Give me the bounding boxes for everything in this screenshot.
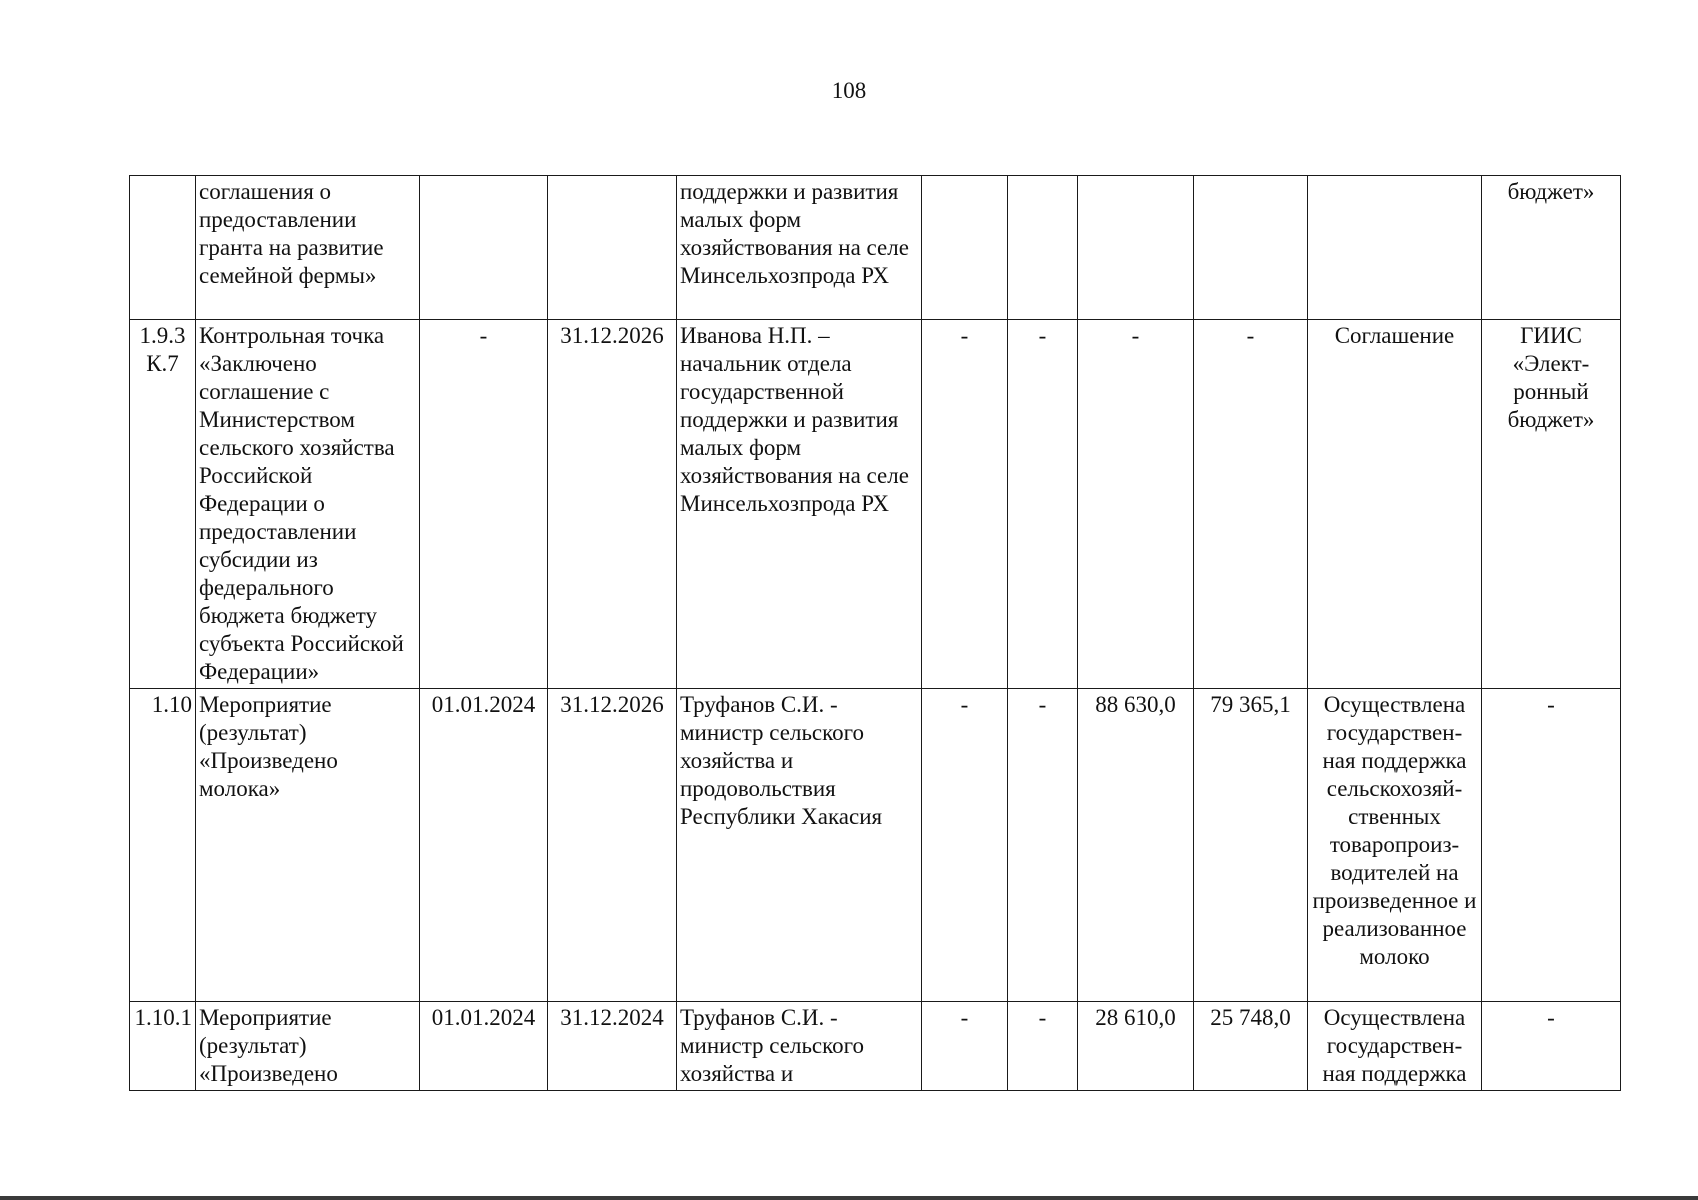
cell-name: соглашения о предоставлении гранта на развитие семейной фермы» bbox=[196, 176, 420, 320]
cell-id bbox=[130, 176, 196, 320]
cell-col6 bbox=[922, 176, 1008, 320]
cell-col6: - bbox=[922, 320, 1008, 689]
cell-responsible: Труфанов С.И. - министр сельского хозяйства и продовольствия Республики Хакасия bbox=[677, 689, 922, 1002]
cell-col7: - bbox=[1008, 320, 1078, 689]
cell-amount-2: 79 365,1 bbox=[1194, 689, 1308, 1002]
page-number: 108 bbox=[831, 78, 867, 103]
cell-name: Мероприятие (результат) «Произведено молока» bbox=[196, 689, 420, 1002]
plan-table bbox=[129, 175, 1621, 1091]
table-row bbox=[130, 689, 1621, 1002]
cell-col7: - bbox=[1008, 689, 1078, 1002]
cell-amount-2 bbox=[1194, 176, 1308, 320]
cell-col6: - bbox=[922, 1002, 1008, 1091]
cell-end-date: 31.12.2024 bbox=[548, 1002, 677, 1091]
table-row bbox=[130, 1002, 1621, 1091]
cell-amount-1: 88 630,0 bbox=[1078, 689, 1194, 1002]
cell-system: - bbox=[1482, 1002, 1621, 1091]
cell-responsible: Труфанов С.И. - министр сельского хозяйства и bbox=[677, 1002, 922, 1091]
cell-amount-1: 28 610,0 bbox=[1078, 1002, 1194, 1091]
table-row bbox=[130, 320, 1621, 689]
cell-amount-2: 25 748,0 bbox=[1194, 1002, 1308, 1091]
cell-start-date: 01.01.2024 bbox=[420, 1002, 548, 1091]
cell-col7: - bbox=[1008, 1002, 1078, 1091]
cell-start-date: 01.01.2024 bbox=[420, 689, 548, 1002]
cell-system: - bbox=[1482, 689, 1621, 1002]
cell-id: 1.9.3 К.7 bbox=[130, 320, 196, 689]
cell-end-date: 31.12.2026 bbox=[548, 320, 677, 689]
table-row bbox=[130, 176, 1621, 320]
cell-system: ГИИС «Элект-ронный бюджет» bbox=[1482, 320, 1621, 689]
cell-name: Контрольная точка «Заключено соглашение с Министерством сельского хозяйства Российской Федерации о предоставлении субсидии из федерального бюджета бюджету субъекта Российской Федерации» bbox=[196, 320, 420, 689]
cell-start-date: - bbox=[420, 320, 548, 689]
cell-start-date bbox=[420, 176, 548, 320]
cell-result bbox=[1308, 176, 1482, 320]
scan-bottom-edge bbox=[0, 1196, 1698, 1200]
cell-end-date: 31.12.2026 bbox=[548, 689, 677, 1002]
cell-end-date bbox=[548, 176, 677, 320]
cell-system: бюджет» bbox=[1482, 176, 1621, 320]
cell-amount-1: - bbox=[1078, 320, 1194, 689]
cell-amount-1 bbox=[1078, 176, 1194, 320]
cell-col7 bbox=[1008, 176, 1078, 320]
cell-responsible: Иванова Н.П. – начальник отдела государственной поддержки и развития малых форм хозяйствования на селе Минсельхозпрода РХ bbox=[677, 320, 922, 689]
cell-result: Осуществлена государствен-ная поддержка bbox=[1308, 1002, 1482, 1091]
cell-result: Соглашение bbox=[1308, 320, 1482, 689]
cell-col6: - bbox=[922, 689, 1008, 1002]
cell-amount-2: - bbox=[1194, 320, 1308, 689]
cell-id: 1.10 bbox=[130, 689, 196, 1002]
cell-name: Мероприятие (результат) «Произведено bbox=[196, 1002, 420, 1091]
cell-id: 1.10.1 bbox=[130, 1002, 196, 1091]
cell-result: Осуществлена государствен-ная поддержка сельскохозяй-ственных товаропроиз-водителей на произведенное и реализованное молоко bbox=[1308, 689, 1482, 1002]
cell-responsible: поддержки и развития малых форм хозяйствования на селе Минсельхозпрода РХ bbox=[677, 176, 922, 320]
